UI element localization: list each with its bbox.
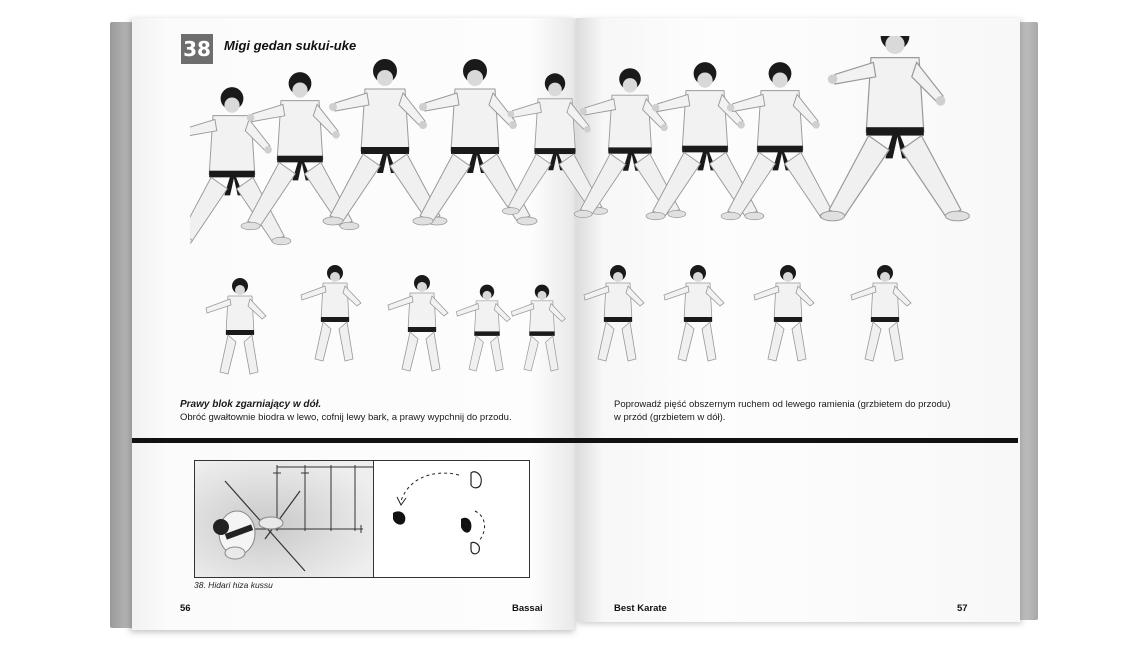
overhead-photo	[195, 461, 374, 577]
left-caption	[180, 398, 570, 424]
photo-figure	[851, 265, 911, 361]
diagram-caption: 38. Hidari hiza kussu	[194, 580, 273, 590]
photo-figure	[456, 285, 510, 371]
divider-rule-right	[576, 438, 1018, 443]
karate-photo-sequence	[190, 36, 970, 381]
right-running-head: Best Karate	[614, 603, 667, 614]
photo-figure	[301, 265, 361, 361]
photo-figure	[664, 265, 724, 361]
photo-figure	[721, 62, 839, 220]
footwork-diagram	[375, 461, 529, 577]
right-page-number: 57	[957, 603, 968, 614]
right-caption	[614, 398, 994, 424]
photo-figure	[754, 265, 814, 361]
caption-heading: Prawy blok zgarniający w dół.	[180, 399, 322, 410]
exercise-title: Migi gedan sukui-uke	[224, 38, 357, 53]
overhead-lines	[195, 461, 373, 577]
stance-diagram	[194, 460, 530, 578]
caption-body: Obróć gwałtownie biodra w lewo, cofnij lewy bark, a prawy wypchnij do przodu.	[180, 412, 512, 423]
divider-rule-left	[132, 438, 576, 443]
photo-figure	[206, 278, 266, 374]
exercise-number-badge: 38	[181, 34, 213, 64]
left-running-head: Bassai	[512, 603, 543, 614]
caption-line-1: Poprowadź pięść obszernym ruchem od lewego ramienia (grzbietem do przodu)	[614, 399, 951, 410]
photo-figure	[821, 36, 970, 221]
left-page-number: 56	[180, 603, 191, 614]
photo-figure	[388, 275, 448, 371]
photo-figure	[511, 285, 565, 371]
caption-line-2: w przód (grzbietem w dół).	[614, 412, 726, 423]
photo-figure	[584, 265, 644, 361]
